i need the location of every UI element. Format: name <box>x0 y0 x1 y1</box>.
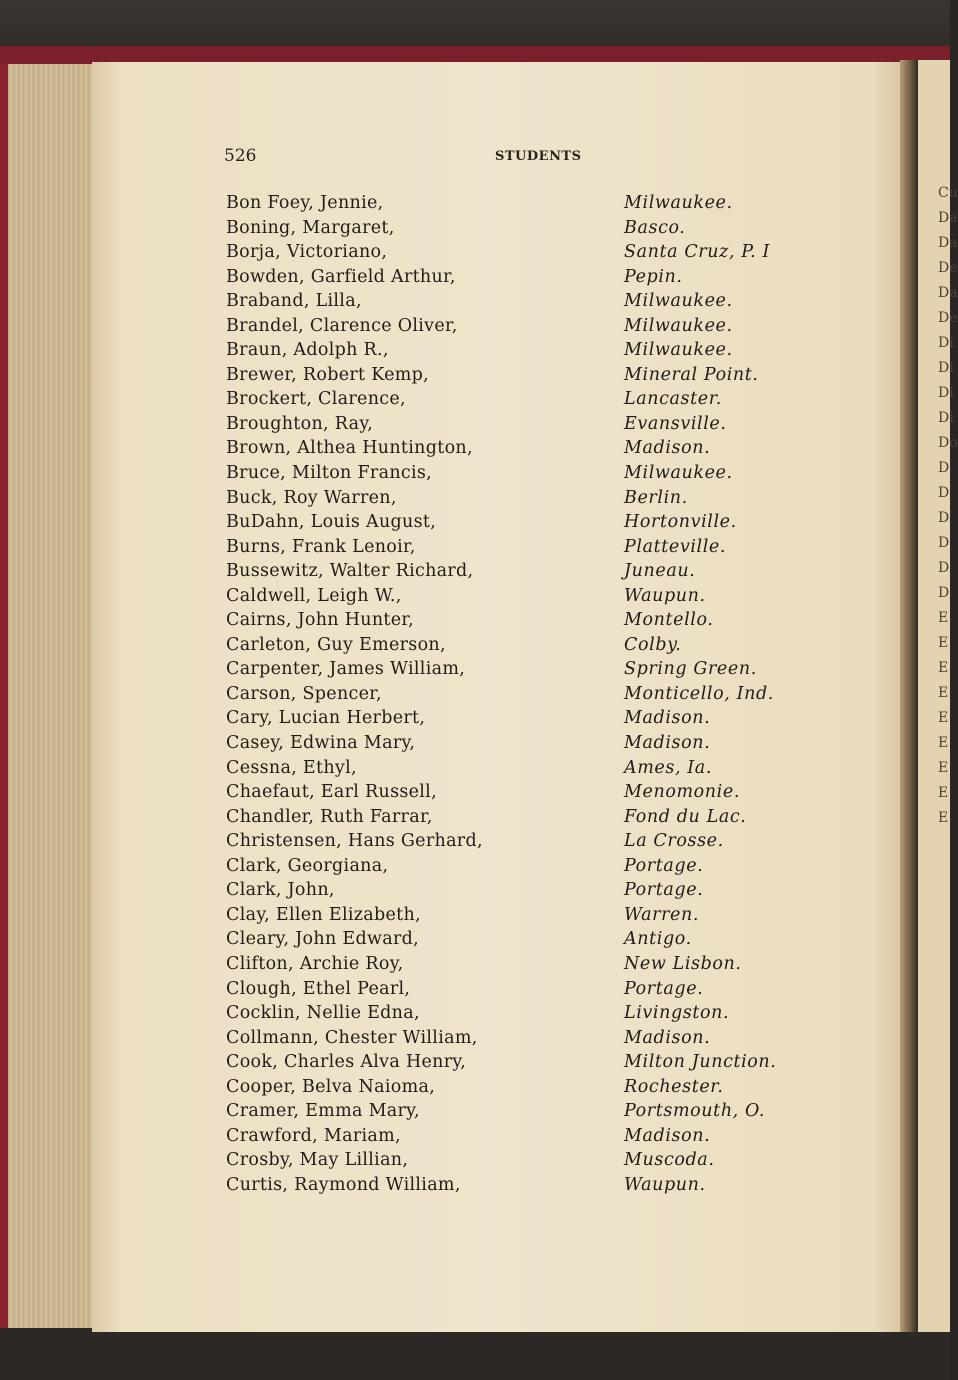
facing-page-text: E <box>938 610 949 626</box>
facing-page-text: E <box>938 735 949 751</box>
student-name: Caldwell, Leigh W., <box>226 585 402 606</box>
page-stack-red-edge <box>0 64 8 1328</box>
student-hometown: Pepin. <box>624 266 683 287</box>
list-item <box>226 684 826 709</box>
student-hometown: Madison. <box>624 1125 711 1146</box>
list-item <box>226 929 826 954</box>
student-name: Cary, Lucian Herbert, <box>226 708 426 729</box>
student-name: Bruce, Milton Francis, <box>226 463 433 484</box>
list-item <box>226 365 826 390</box>
student-hometown: Madison. <box>624 1027 711 1048</box>
student-hometown: Milwaukee. <box>624 315 733 336</box>
list-item <box>226 610 826 635</box>
list-item <box>226 561 826 586</box>
facing-page-text: Cu <box>938 185 958 201</box>
student-hometown: Basco. <box>624 217 686 238</box>
student-name: Clay, Ellen Elizabeth, <box>226 904 421 925</box>
list-item <box>226 414 826 439</box>
student-list <box>226 193 826 1199</box>
student-hometown: Milwaukee. <box>624 340 733 361</box>
student-name: Chandler, Ruth Farrar, <box>226 806 433 827</box>
student-name: Crawford, Mariam, <box>226 1125 401 1146</box>
facing-page-text: De <box>938 310 958 326</box>
student-hometown: Ames, Ia. <box>624 757 713 778</box>
student-name: Carpenter, James William, <box>226 659 466 680</box>
facing-page-text: E <box>938 635 949 651</box>
student-hometown: Rochester. <box>624 1076 724 1097</box>
list-item <box>226 586 826 611</box>
list-item <box>226 782 826 807</box>
student-name: Burns, Frank Lenoir, <box>226 536 416 557</box>
student-hometown: Fond du Lac. <box>624 806 747 827</box>
student-name: Christensen, Hans Gerhard, <box>226 831 483 852</box>
student-hometown: Madison. <box>624 733 711 754</box>
student-name: Bon Foey, Jennie, <box>226 193 384 213</box>
student-hometown: Evansville. <box>624 413 727 434</box>
student-name: Braun, Adolph R., <box>226 340 389 361</box>
student-name: Carleton, Guy Emerson, <box>226 634 446 655</box>
facing-page-text: D <box>938 535 950 551</box>
student-name: Brown, Althea Huntington, <box>226 438 473 459</box>
list-item <box>226 979 826 1004</box>
student-hometown: Portage. <box>624 855 704 876</box>
list-item <box>226 708 826 733</box>
student-hometown: Colby. <box>624 634 682 655</box>
list-item <box>226 512 826 537</box>
list-item <box>226 1003 826 1028</box>
list-item <box>226 463 826 488</box>
list-item <box>226 1101 826 1126</box>
list-item <box>226 1077 826 1102</box>
student-hometown: New Lisbon. <box>624 953 742 974</box>
student-hometown: Santa Cruz, P. I <box>624 242 770 263</box>
student-hometown: Waupun. <box>624 1174 706 1195</box>
list-item <box>226 856 826 881</box>
facing-page-text: Da <box>938 285 958 301</box>
student-name: Collmann, Chester William, <box>226 1027 478 1048</box>
student-name: Cocklin, Nellie Edna, <box>226 1003 420 1024</box>
student-hometown: Livingston. <box>624 1003 730 1024</box>
student-hometown: Portsmouth, O. <box>624 1101 766 1122</box>
student-name: Cooper, Belva Naioma, <box>226 1076 436 1097</box>
list-item <box>226 831 826 856</box>
student-name: Brandel, Clarence Oliver, <box>226 315 458 336</box>
student-name: Cairns, John Hunter, <box>226 610 415 631</box>
list-item <box>226 488 826 513</box>
facing-page-text: E <box>938 710 949 726</box>
list-item <box>226 880 826 905</box>
student-name: Carson, Spencer, <box>226 683 382 704</box>
student-hometown: Madison. <box>624 438 711 459</box>
facing-page-fragment <box>918 60 958 1332</box>
list-item <box>226 267 826 292</box>
student-name: Clark, Georgiana, <box>226 855 389 876</box>
facing-page-text: Di <box>938 360 954 376</box>
list-item <box>226 316 826 341</box>
page-number: 526 <box>224 146 257 166</box>
student-hometown: Milwaukee. <box>624 193 733 213</box>
facing-page-text: E <box>938 785 949 801</box>
list-item <box>226 438 826 463</box>
list-item <box>226 954 826 979</box>
student-name: Chaefaut, Earl Russell, <box>226 782 437 803</box>
student-name: Curtis, Raymond William, <box>226 1174 461 1195</box>
list-item <box>226 1150 826 1175</box>
facing-page-text: E <box>938 685 949 701</box>
list-item <box>226 291 826 316</box>
list-item <box>226 733 826 758</box>
student-hometown: Milwaukee. <box>624 463 733 484</box>
student-hometown: Menomonie. <box>624 782 740 803</box>
facing-page-text: Di <box>938 410 954 426</box>
student-name: Boning, Margaret, <box>226 217 395 238</box>
student-hometown: Berlin. <box>624 487 688 508</box>
list-item <box>226 537 826 562</box>
list-item <box>226 340 826 365</box>
student-hometown: Monticello, Ind. <box>624 683 774 704</box>
student-hometown: Montello. <box>624 610 714 631</box>
facing-page-text: De <box>938 260 958 276</box>
student-name: Cleary, John Edward, <box>226 929 420 950</box>
student-hometown: Juneau. <box>624 561 696 582</box>
student-name: Bowden, Garfield Arthur, <box>226 266 456 287</box>
facing-page-text: E <box>938 810 949 826</box>
list-item <box>226 1175 826 1200</box>
student-name: Buck, Roy Warren, <box>226 487 397 508</box>
student-hometown: Milwaukee. <box>624 291 733 312</box>
student-hometown: Lancaster. <box>624 389 722 410</box>
facing-page-text: D <box>938 460 950 476</box>
list-item <box>226 758 826 783</box>
student-hometown: Portage. <box>624 978 704 999</box>
list-item <box>226 905 826 930</box>
student-hometown: Spring Green. <box>624 659 757 680</box>
page-header <box>0 146 950 166</box>
student-name: Clark, John, <box>226 880 335 901</box>
facing-page-text: Di <box>938 335 954 351</box>
running-head: STUDENTS <box>495 149 582 164</box>
student-hometown: Muscoda. <box>624 1150 715 1171</box>
list-item <box>226 242 826 267</box>
facing-page-text: E <box>938 760 949 776</box>
list-item <box>226 1052 826 1077</box>
student-hometown: Warren. <box>624 904 700 925</box>
student-hometown: Platteville. <box>624 536 727 557</box>
facing-page-text: Do <box>938 435 958 451</box>
facing-page-text: D <box>938 585 950 601</box>
list-item <box>226 193 826 218</box>
student-name: Crosby, May Lillian, <box>226 1150 409 1171</box>
student-hometown: Antigo. <box>624 929 692 950</box>
book-cover-bottom <box>0 1325 950 1380</box>
student-hometown: Mineral Point. <box>624 364 759 385</box>
facing-page-text: Da <box>938 235 958 251</box>
facing-page-text: Di <box>938 385 954 401</box>
list-item <box>226 1028 826 1053</box>
student-name: BuDahn, Louis August, <box>226 512 437 533</box>
student-name: Cessna, Ethyl, <box>226 757 357 778</box>
student-name: Brockert, Clarence, <box>226 389 406 410</box>
student-hometown: Waupun. <box>624 585 706 606</box>
list-item <box>226 659 826 684</box>
student-name: Clifton, Archie Roy, <box>226 953 404 974</box>
student-name: Broughton, Ray, <box>226 413 374 434</box>
list-item <box>226 218 826 243</box>
student-name: Braband, Lilla, <box>226 291 362 312</box>
student-name: Bussewitz, Walter Richard, <box>226 561 474 582</box>
list-item <box>226 807 826 832</box>
list-item <box>226 1126 826 1151</box>
facing-page-text: E <box>938 660 949 676</box>
facing-page-text: D <box>938 560 950 576</box>
student-name: Borja, Victoriano, <box>226 242 388 263</box>
list-item <box>226 389 826 414</box>
student-name: Cook, Charles Alva Henry, <box>226 1052 467 1073</box>
facing-page-text: D <box>938 485 950 501</box>
facing-page-text: D <box>938 510 950 526</box>
student-hometown: Hortonville. <box>624 512 737 533</box>
facing-page-text: Da <box>938 210 958 226</box>
student-name: Clough, Ethel Pearl, <box>226 978 411 999</box>
student-hometown: Milton Junction. <box>624 1052 777 1073</box>
student-name: Casey, Edwina Mary, <box>226 733 416 754</box>
student-name: Cramer, Emma Mary, <box>226 1101 420 1122</box>
student-hometown: Madison. <box>624 708 711 729</box>
student-hometown: La Crosse. <box>624 831 724 852</box>
student-hometown: Portage. <box>624 880 704 901</box>
book-gutter <box>900 60 918 1332</box>
list-item <box>226 635 826 660</box>
student-name: Brewer, Robert Kemp, <box>226 364 430 385</box>
